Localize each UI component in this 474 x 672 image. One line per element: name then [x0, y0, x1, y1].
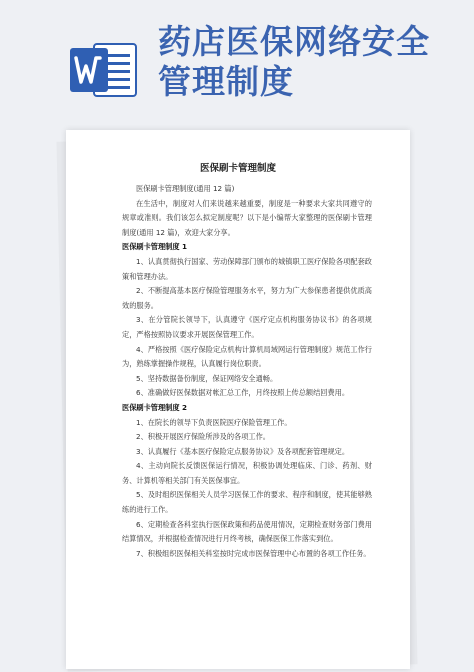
section-heading-2: 医保刷卡管理制度 2 [122, 402, 188, 412]
list-item: 7、积极组织医保相关科室按时完成市医保管理中心布置的各项工作任务。 [136, 548, 371, 558]
document-heading: 医保刷卡管理制度 [199, 163, 276, 174]
intro-line: 医保刷卡管理制度(通用 12 篇) [136, 184, 235, 193]
list-item: 2、积极开展医疗保险所涉及的各项工作。 [136, 432, 270, 442]
section-heading-1: 医保刷卡管理制度 1 [122, 242, 188, 252]
page-title: 药店医保网络安全管理制度 [158, 22, 430, 101]
list-item: 2、不断提高基本医疗保险管理服务水平，努力为广大参保患者提供优质高效的服务。 [122, 286, 372, 310]
list-item: 5、坚持数据备份制度，保证网络安全通畅。 [136, 373, 278, 383]
list-item: 5、及时组织医保相关人员学习医保工作的要求、程序和制度，使其能够熟练的进行工作。 [122, 490, 372, 515]
document-page [66, 130, 410, 669]
word-document-icon [68, 40, 138, 100]
document-body [122, 182, 372, 561]
list-item: 6、准确做好医保数据对帐汇总工作，月终按照上传总额结回费用。 [136, 388, 350, 398]
list-item: 6、定期检查各科室执行医保政策和药品使用情况，定期检查财务部门费用结算情况，并根据检查情况进行月终考核，确保医保工作落实到位。 [122, 519, 372, 544]
list-item: 4、严格按照《医疗保险定点机构计算机局域网运行管理制度》规范工作行为，熟练掌握操作规程，认真履行岗位职责。 [122, 344, 372, 369]
list-item: 1、认真贯彻执行国家、劳动保障部门颁布的城镇职工医疗保险各项配套政策和管理办法。 [122, 256, 372, 281]
list-item: 4、主动向院长反馈医保运行情况，积极协调处理临床、门诊、药剂、财务、计算机等相关部门有关医保事宜。 [122, 461, 372, 485]
intro-paragraph: 在生活中，制度对人们来说越来越重要，制度是一种要求大家共同遵守的规章或准则。我们该怎么拟定制度呢？以下是小编帮大家整理的医保刷卡管理制度(通用 12 篇)，欢迎大家分享。 [122, 198, 372, 237]
header-banner [0, 0, 474, 120]
list-item: 3、认真履行《基本医疗保险定点服务协议》及各项配套管理规定。 [136, 446, 350, 456]
list-item: 1、在院长的领导下负责医院医疗保险管理工作。 [136, 417, 292, 427]
list-item: 3、在分管院长领导下，认真遵守《医疗定点机构服务协议书》的各项规定，严格按照协议要求开展医保管理工作。 [122, 315, 372, 339]
